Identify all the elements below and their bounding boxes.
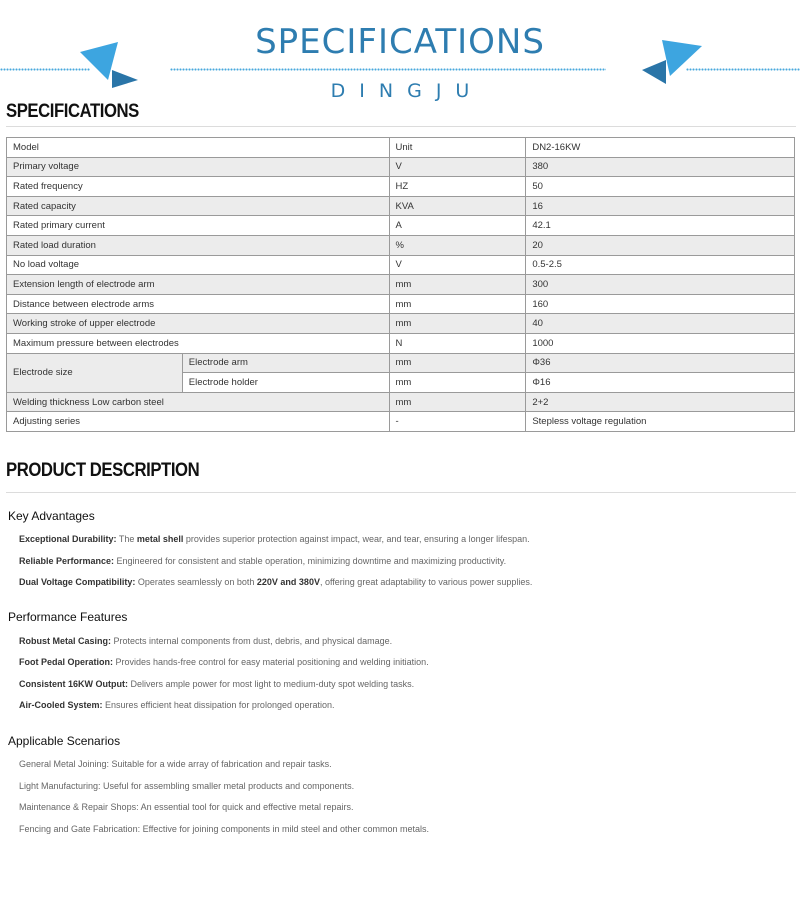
param-cell: Rated load duration bbox=[7, 235, 390, 255]
value-cell: 380 bbox=[526, 157, 795, 177]
table-row bbox=[7, 216, 795, 236]
unit-cell: mm bbox=[389, 314, 526, 334]
unit-cell: V bbox=[389, 157, 526, 177]
dotted-line-left bbox=[0, 68, 90, 71]
banner-subtitle: DINGJU bbox=[330, 80, 484, 102]
header-unit: Unit bbox=[389, 138, 526, 158]
value-cell: 40 bbox=[526, 314, 795, 334]
table-row bbox=[7, 392, 795, 412]
value-cell: 0.5-2.5 bbox=[526, 255, 795, 275]
value-cell: 42.1 bbox=[526, 216, 795, 236]
param-cell: Maximum pressure between electrodes bbox=[7, 333, 390, 353]
dotted-line-center bbox=[170, 68, 606, 71]
unit-cell: N bbox=[389, 333, 526, 353]
unit-cell: HZ bbox=[389, 177, 526, 197]
table-row bbox=[7, 235, 795, 255]
param-cell: Rated frequency bbox=[7, 177, 390, 197]
product-description-heading: PRODUCT DESCRIPTION bbox=[6, 460, 200, 481]
advantage-item: Exceptional Durability: The metal shell provides superior protection against impact, wear, and tear, ensuring a longer lifespan. bbox=[19, 534, 530, 544]
scenario-item: Light Manufacturing: Useful for assembling smaller metal products and components. bbox=[19, 781, 355, 791]
feature-item: Consistent 16KW Output: Delivers ample power for most light to medium-duty spot welding tasks. bbox=[19, 679, 415, 689]
unit-cell: A bbox=[389, 216, 526, 236]
value-cell: 20 bbox=[526, 235, 795, 255]
applicable-scenarios-heading: Applicable Scenarios bbox=[8, 734, 121, 748]
performance-features-heading: Performance Features bbox=[8, 610, 128, 624]
table-row bbox=[7, 275, 795, 295]
advantage-item: Dual Voltage Compatibility: Operates seamlessly on both 220V and 380V, offering great adaptability to various power supplies. bbox=[19, 577, 533, 587]
value-cell: 160 bbox=[526, 294, 795, 314]
divider bbox=[6, 126, 796, 127]
value-cell: 16 bbox=[526, 196, 795, 216]
unit-cell: % bbox=[389, 235, 526, 255]
table-row bbox=[7, 333, 795, 353]
unit-cell: mm bbox=[389, 294, 526, 314]
electrode-size-cell: Electrode size bbox=[7, 353, 183, 392]
param-cell: Rated primary current bbox=[7, 216, 390, 236]
feature-item: Robust Metal Casing: Protects internal components from dust, debris, and physical damage. bbox=[19, 636, 393, 646]
table-row bbox=[7, 294, 795, 314]
value-cell: 1000 bbox=[526, 333, 795, 353]
divider bbox=[6, 492, 796, 493]
value-cell: 300 bbox=[526, 275, 795, 295]
param-cell: Adjusting series bbox=[7, 412, 390, 432]
value-cell: Φ16 bbox=[526, 373, 795, 393]
feature-item: Air-Cooled System: Ensures efficient heat dissipation for prolonged operation. bbox=[19, 700, 335, 710]
header-model: Model bbox=[7, 138, 390, 158]
table-row bbox=[7, 157, 795, 177]
unit-cell: mm bbox=[389, 353, 526, 373]
banner-title: SPECIFICATIONS bbox=[255, 22, 545, 62]
value-cell: 50 bbox=[526, 177, 795, 197]
param-cell: Electrode holder bbox=[182, 373, 389, 393]
param-cell: Electrode arm bbox=[182, 353, 389, 373]
scenario-item: Maintenance & Repair Shops: An essential tool for quick and effective metal repairs. bbox=[19, 802, 354, 812]
unit-cell: mm bbox=[389, 275, 526, 295]
banner bbox=[0, 0, 800, 105]
scenario-item: General Metal Joining: Suitable for a wide array of fabrication and repair tasks. bbox=[19, 759, 332, 769]
param-cell: Primary voltage bbox=[7, 157, 390, 177]
key-advantages-heading: Key Advantages bbox=[8, 509, 95, 523]
specifications-table bbox=[6, 137, 795, 432]
advantage-item: Reliable Performance: Engineered for consistent and stable operation, minimizing downtime and maximizing productivity. bbox=[19, 556, 507, 566]
header-model-value: DN2-16KW bbox=[526, 138, 795, 158]
table-row bbox=[7, 177, 795, 197]
value-cell: Stepless voltage regulation bbox=[526, 412, 795, 432]
table-row bbox=[7, 353, 795, 373]
table-row bbox=[7, 196, 795, 216]
unit-cell: mm bbox=[389, 373, 526, 393]
table-row bbox=[7, 412, 795, 432]
feature-item: Foot Pedal Operation: Provides hands-free control for easy material positioning and welding initiation. bbox=[19, 657, 429, 667]
param-cell: Distance between electrode arms bbox=[7, 294, 390, 314]
unit-cell: V bbox=[389, 255, 526, 275]
unit-cell: KVA bbox=[389, 196, 526, 216]
unit-cell: mm bbox=[389, 392, 526, 412]
table-row bbox=[7, 314, 795, 334]
value-cell: 2+2 bbox=[526, 392, 795, 412]
param-cell: Rated capacity bbox=[7, 196, 390, 216]
param-cell: Welding thickness Low carbon steel bbox=[7, 392, 390, 412]
table-row bbox=[7, 255, 795, 275]
param-cell: Working stroke of upper electrode bbox=[7, 314, 390, 334]
table-header-row bbox=[7, 138, 795, 158]
param-cell: Extension length of electrode arm bbox=[7, 275, 390, 295]
value-cell: Φ36 bbox=[526, 353, 795, 373]
scenario-item: Fencing and Gate Fabrication: Effective for joining components in mild steel and other common metals. bbox=[19, 824, 430, 834]
unit-cell: - bbox=[389, 412, 526, 432]
param-cell: No load voltage bbox=[7, 255, 390, 275]
specifications-heading: SPECIFICATIONS bbox=[6, 101, 139, 122]
